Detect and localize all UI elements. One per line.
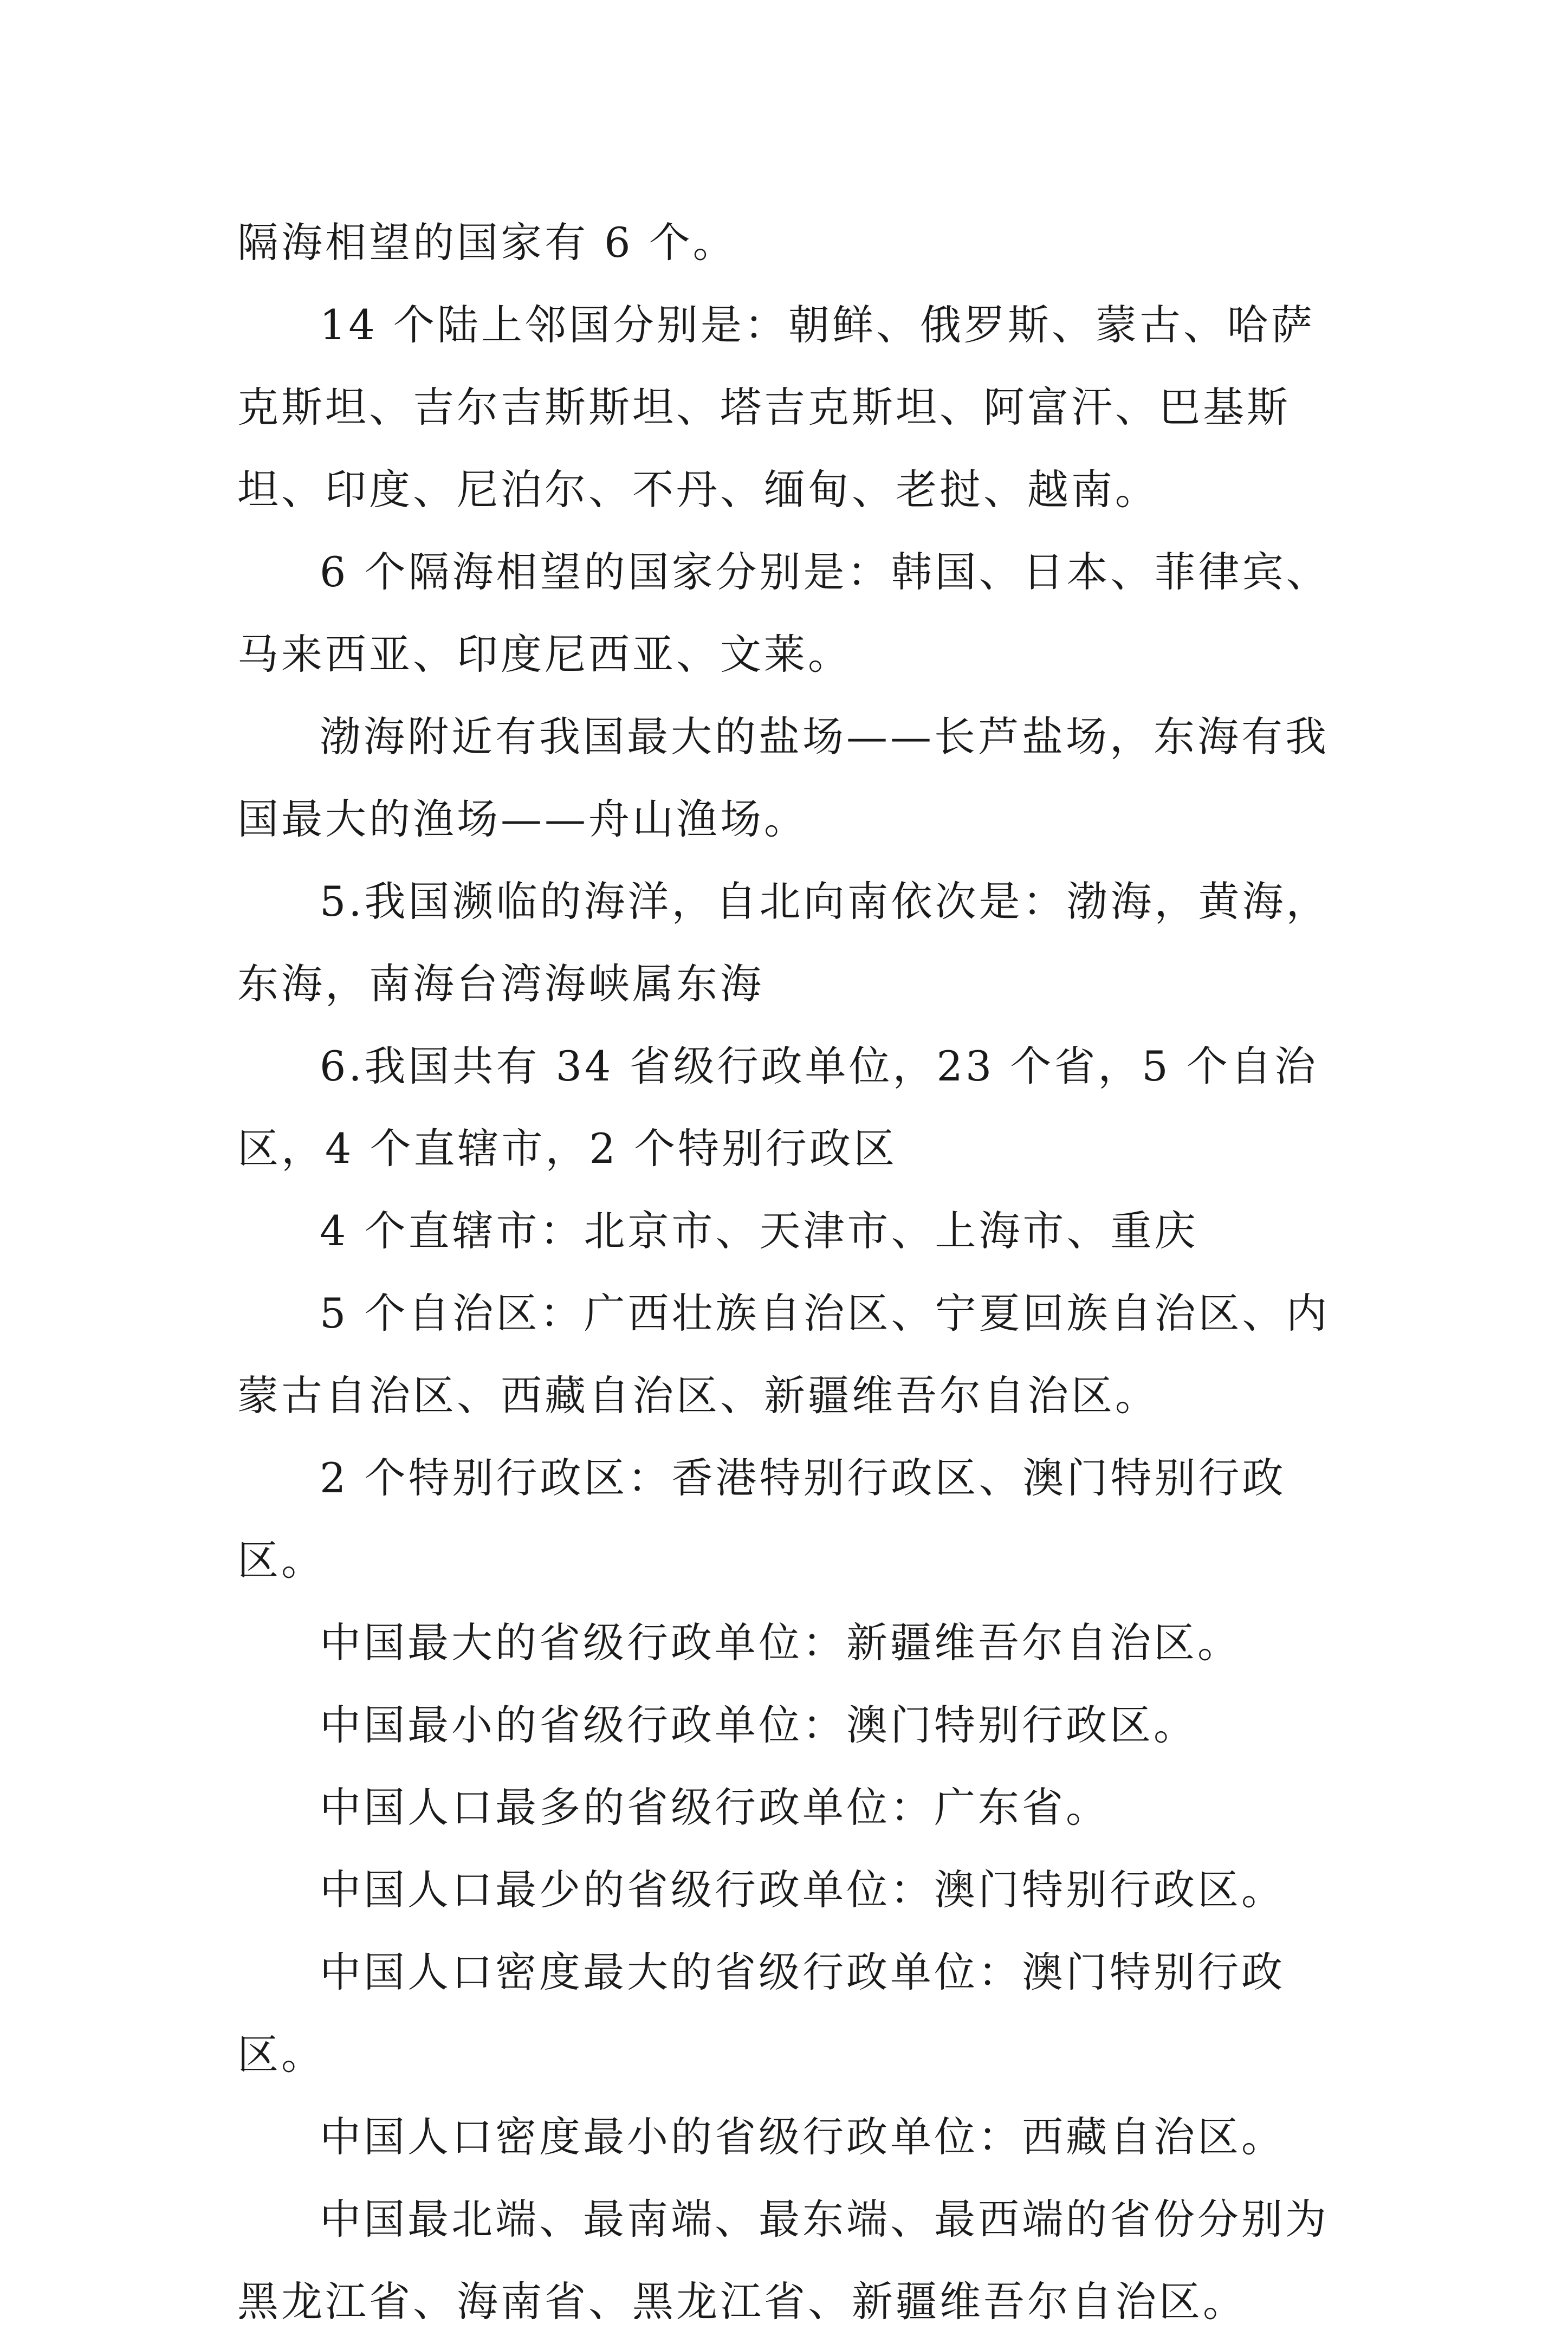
paragraph: 5.我国濒临的海洋，自北向南依次是：渤海，黄海，东海，南海台湾海峡属东海 <box>237 877 1330 1008</box>
paragraph: 14 个陆上邻国分别是：朝鲜、俄罗斯、蒙古、哈萨克斯坦、吉尔吉斯斯坦、塔吉克斯坦、阿富汗、巴基斯坦、印度、尼泊尔、不丹、缅甸、老挝、越南。 <box>237 301 1315 514</box>
paragraph: 中国人口密度最小的省级行政单位：西藏自治区。 <box>320 2113 1285 2161</box>
paragraph: 中国人口最少的省级行政单位：澳门特别行政区。 <box>320 1866 1285 1914</box>
paragraph: 中国最小的省级行政单位：澳门特别行政区。 <box>320 1701 1197 1749</box>
paragraph: 2 个特别行政区：香港特别行政区、澳门特别行政区。 <box>237 1454 1286 1584</box>
paragraph: 6 个隔海相望的国家分别是：韩国、日本、菲律宾、马来西亚、印度尼西亚、文莱。 <box>237 548 1330 678</box>
paragraph: 中国最北端、最南端、最东端、最西端的省份分别为黑龙江省、海南省、黑龙江省、新疆维吾尔自治区。 <box>237 2195 1329 2326</box>
paragraph: 4 个直辖市：北京市、天津市、上海市、重庆 <box>320 1207 1198 1255</box>
paragraph: 渤海附近有我国最大的盐场——长芦盐场，东海有我国最大的渔场——舟山渔场。 <box>237 713 1329 843</box>
paragraph: 中国最大的省级行政单位：新疆维吾尔自治区。 <box>320 1619 1241 1667</box>
paragraph: 中国人口密度最大的省级行政单位：澳门特别行政区。 <box>237 1948 1285 2079</box>
paragraph: 隔海相望的国家有 6 个。 <box>237 218 737 267</box>
paragraph: 5 个自治区：广西壮族自治区、宁夏回族自治区、内蒙古自治区、西藏自治区、新疆维吾尔自治区。 <box>237 1289 1330 1420</box>
document-body <box>237 202 1337 2343</box>
paragraph: 中国人口最多的省级行政单位：广东省。 <box>320 1783 1110 1831</box>
paragraph: 6.我国共有 34 省级行政单位，23 个省，5 个自治区，4 个直辖市，2 个特别行政区 <box>237 1042 1318 1173</box>
